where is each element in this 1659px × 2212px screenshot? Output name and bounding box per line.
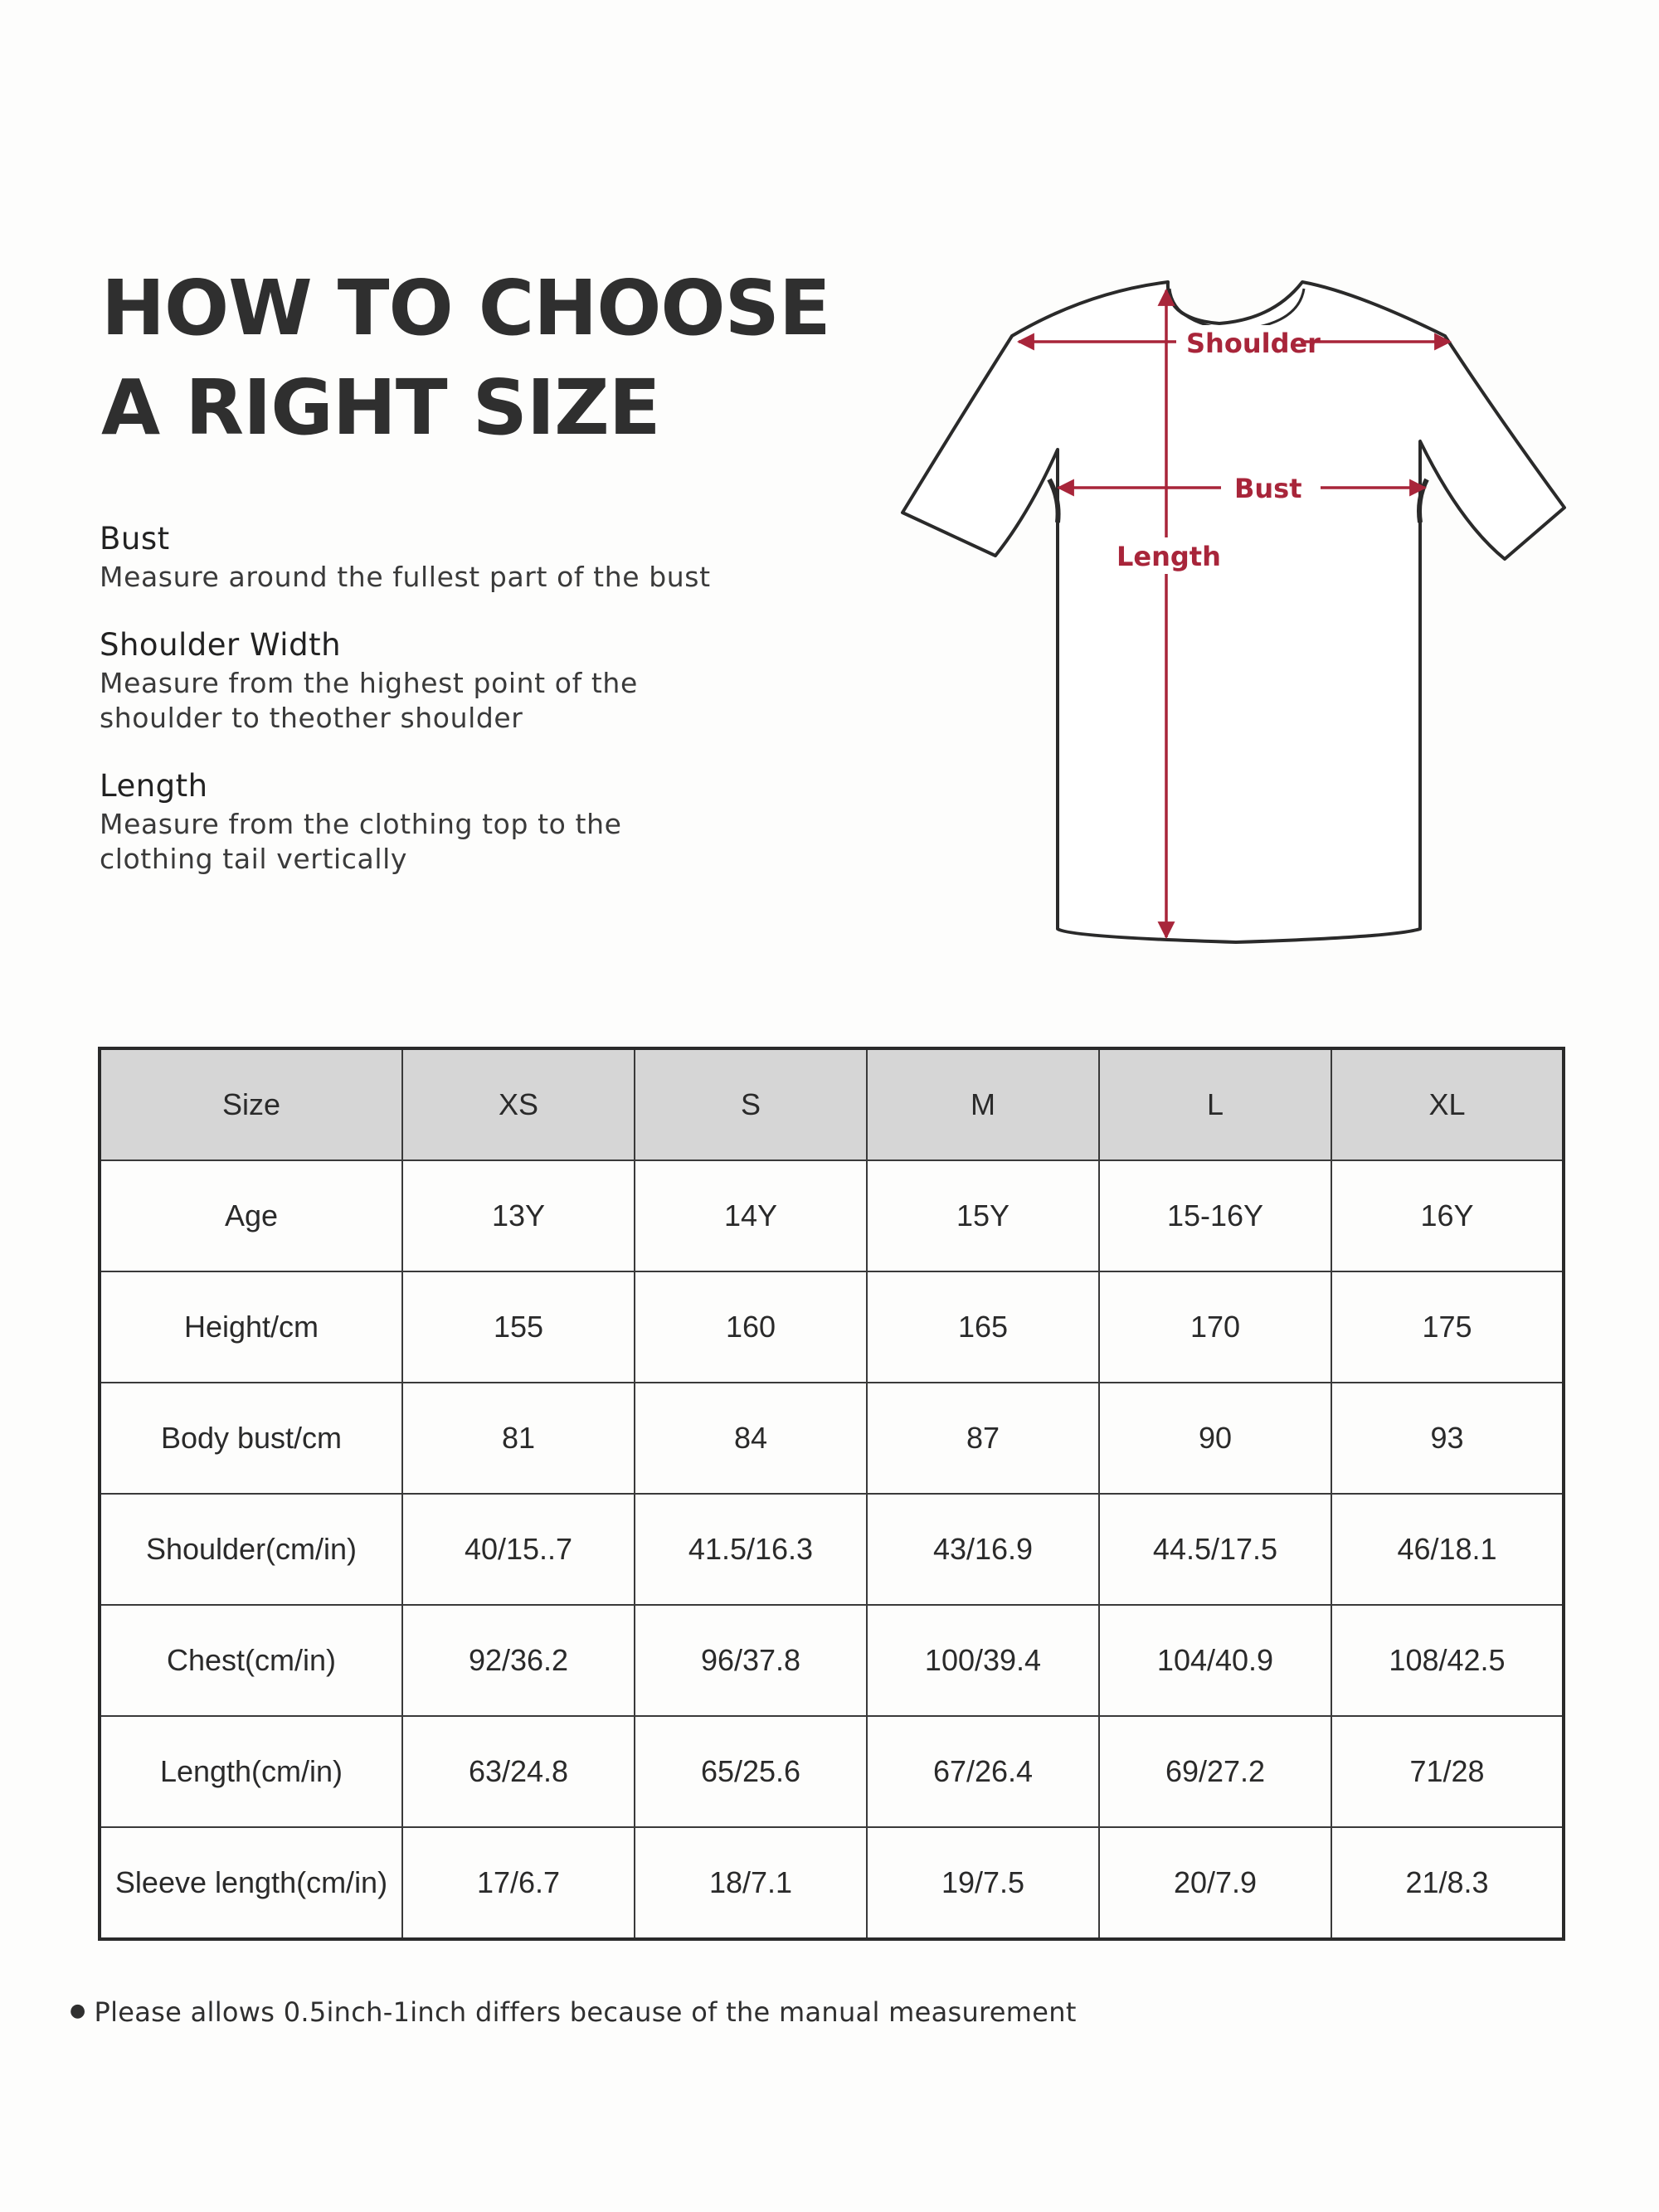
- table-header-row: [100, 1048, 1564, 1160]
- table-cell: 18/7.1: [635, 1827, 867, 1939]
- table-cell: 41.5/16.3: [635, 1494, 867, 1605]
- table-header-cell: XS: [402, 1048, 635, 1160]
- table-cell: 160: [635, 1271, 867, 1383]
- table-cell: 90: [1099, 1383, 1331, 1494]
- table-row-label: Chest(cm/in): [100, 1605, 402, 1716]
- table-cell: 84: [635, 1383, 867, 1494]
- guide-desc-shoulder-width: Measure from the highest point of the shoulder to theother shoulder: [100, 667, 638, 734]
- footnote-text: Please allows 0.5inch-1inch differs because of the manual measurement: [94, 1996, 1077, 2028]
- table-header-cell: L: [1099, 1048, 1331, 1160]
- table-header-cell: XL: [1331, 1048, 1564, 1160]
- page-title-line-1: HOW TO CHOOSE: [101, 264, 830, 352]
- table-cell: 96/37.8: [635, 1605, 867, 1716]
- table-cell: 69/27.2: [1099, 1716, 1331, 1827]
- guide-title-length: Length: [100, 768, 208, 804]
- table-row-label: Length(cm/in): [100, 1716, 402, 1827]
- table-cell: 175: [1331, 1271, 1564, 1383]
- table-cell: 20/7.9: [1099, 1827, 1331, 1939]
- table-cell: 15Y: [867, 1160, 1099, 1271]
- table-row-label: Body bust/cm: [100, 1383, 402, 1494]
- guide-item-shoulder-width: [100, 625, 813, 736]
- table-cell: 14Y: [635, 1160, 867, 1271]
- table-cell: 46/18.1: [1331, 1494, 1564, 1605]
- table-row-label: Height/cm: [100, 1271, 402, 1383]
- table-cell: 81: [402, 1383, 635, 1494]
- guide-title-bust: Bust: [100, 521, 170, 557]
- table-cell: 63/24.8: [402, 1716, 635, 1827]
- table-row-label: Sleeve length(cm/in): [100, 1827, 402, 1939]
- table-cell: 40/15..7: [402, 1494, 635, 1605]
- table-row: [100, 1827, 1564, 1939]
- table-header-cell: M: [867, 1048, 1099, 1160]
- table-cell: 13Y: [402, 1160, 635, 1271]
- page-title: [101, 259, 830, 458]
- table-cell: 17/6.7: [402, 1827, 635, 1939]
- table-header-cell: S: [635, 1048, 867, 1160]
- bust-label: Bust: [1234, 473, 1302, 504]
- table-cell: 104/40.9: [1099, 1605, 1331, 1716]
- table-cell: 87: [867, 1383, 1099, 1494]
- size-chart-table: [98, 1047, 1565, 1941]
- guide-desc-bust: Measure around the fullest part of the bust: [100, 561, 711, 593]
- table-cell: 67/26.4: [867, 1716, 1099, 1827]
- table-row: [100, 1160, 1564, 1271]
- table-cell: 170: [1099, 1271, 1331, 1383]
- table-row-label: Shoulder(cm/in): [100, 1494, 402, 1605]
- measurement-guide: [100, 518, 813, 907]
- table-cell: 44.5/17.5: [1099, 1494, 1331, 1605]
- table-cell: 19/7.5: [867, 1827, 1099, 1939]
- table-cell: 155: [402, 1271, 635, 1383]
- table-cell: 92/36.2: [402, 1605, 635, 1716]
- length-label: Length: [1117, 541, 1221, 572]
- table-cell: 65/25.6: [635, 1716, 867, 1827]
- table-cell: 21/8.3: [1331, 1827, 1564, 1939]
- table-row: [100, 1716, 1564, 1827]
- table-cell: 71/28: [1331, 1716, 1564, 1827]
- guide-title-shoulder-width: Shoulder Width: [100, 627, 342, 663]
- bullet-icon: ●: [70, 2001, 86, 2021]
- shoulder-label: Shoulder: [1186, 328, 1321, 359]
- table-cell: 165: [867, 1271, 1099, 1383]
- guide-item-bust: [100, 518, 813, 595]
- table-row-label: Age: [100, 1160, 402, 1271]
- table-cell: 93: [1331, 1383, 1564, 1494]
- table-cell: 43/16.9: [867, 1494, 1099, 1605]
- table-cell: 15-16Y: [1099, 1160, 1331, 1271]
- tshirt-outline: [902, 282, 1564, 942]
- table-header-cell: Size: [100, 1048, 402, 1160]
- table-row: [100, 1383, 1564, 1494]
- table-row: [100, 1271, 1564, 1383]
- table-row: [100, 1605, 1564, 1716]
- tshirt-measurement-diagram: [896, 274, 1576, 954]
- page-title-line-2: A RIGHT SIZE: [101, 363, 660, 452]
- table-cell: 108/42.5: [1331, 1605, 1564, 1716]
- measurement-footnote: [70, 1993, 1077, 2030]
- table-cell: 16Y: [1331, 1160, 1564, 1271]
- guide-item-length: [100, 766, 813, 877]
- guide-desc-length: Measure from the clothing top to the clothing tail vertically: [100, 808, 622, 875]
- table-cell: 100/39.4: [867, 1605, 1099, 1716]
- table-row: [100, 1494, 1564, 1605]
